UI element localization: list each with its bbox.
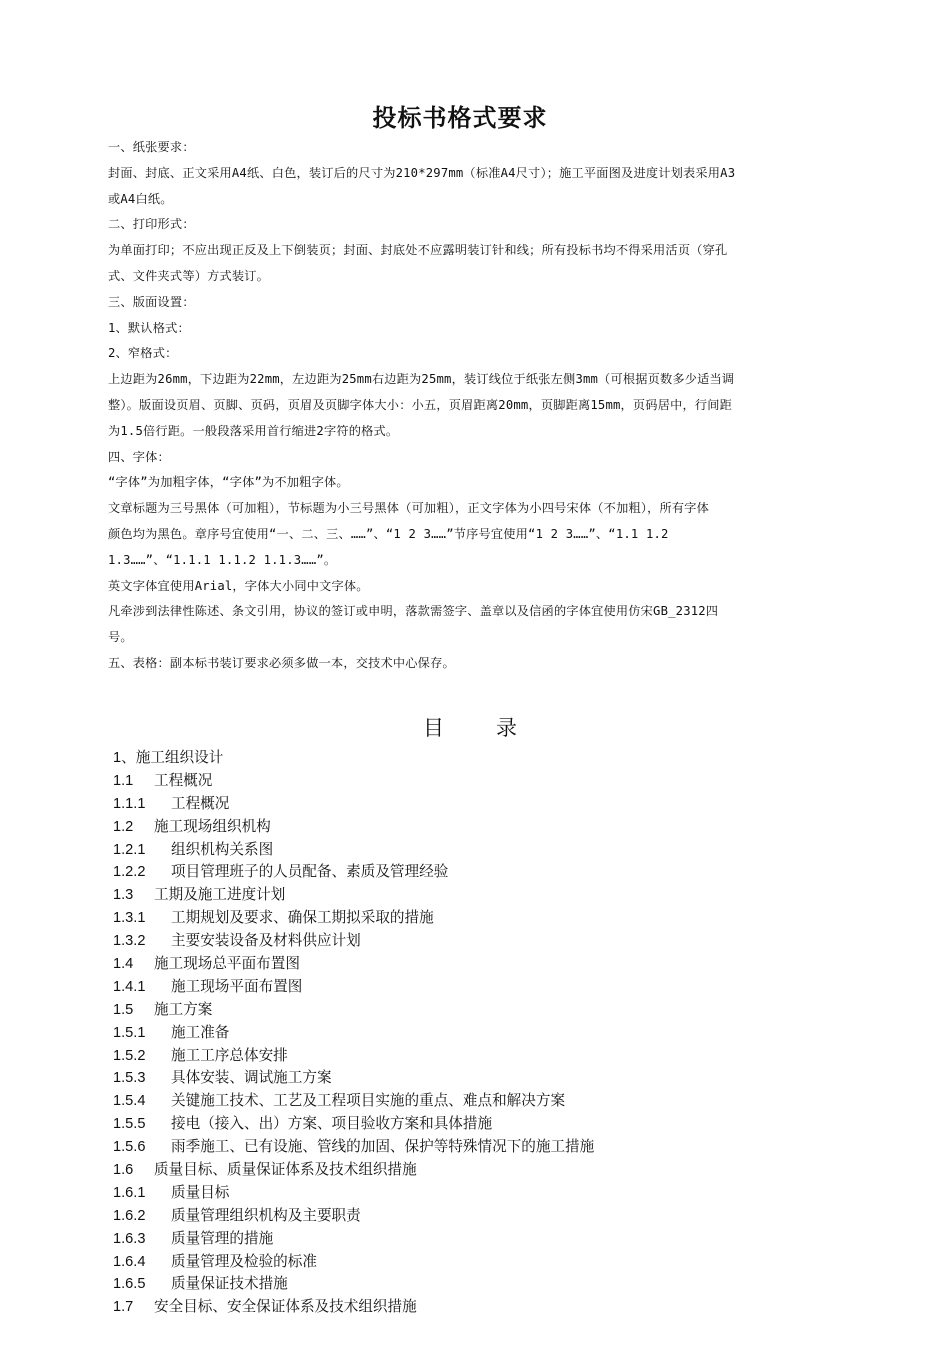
document-title: 投标书格式要求	[372, 104, 548, 132]
req-line: 为单面打印；不应出现正反及上下倒装页；封面、封底处不应露明装订针和线；所有投标书均不得采用活页（穿孔	[108, 243, 728, 258]
toc-item	[113, 1273, 833, 1296]
req-line: 三、版面设置：	[108, 294, 195, 309]
toc-item-number: 1.5.5	[113, 1116, 146, 1133]
toc-item-text: 质量管理的措施	[171, 1230, 274, 1247]
toc-item	[113, 1045, 833, 1068]
toc-item	[113, 793, 833, 816]
toc-item-number: 1.1	[113, 772, 134, 789]
toc-item	[113, 976, 833, 999]
toc-item-number: 1.5.4	[113, 1093, 146, 1110]
toc-item-number: 1.5.2	[113, 1047, 146, 1064]
toc-item	[113, 770, 833, 793]
toc-item-text: 质量目标	[171, 1184, 230, 1201]
req-line: 五、表格：副本标书装订要求必须多做一本，交技术中心保存。	[108, 655, 455, 670]
toc-item	[113, 1067, 833, 1090]
toc-item-text: 工程概况	[171, 795, 230, 812]
toc-item-text: 施工方案	[154, 1001, 213, 1018]
toc-item	[113, 1159, 833, 1182]
toc-item	[113, 953, 833, 976]
toc-item	[113, 884, 833, 907]
req-line: 2、窄格式：	[108, 346, 178, 361]
toc-item-number: 1.2	[113, 818, 134, 835]
req-line: 文章标题为三号黑体（可加粗），节标题为小三号黑体（可加粗），正文字体为小四号宋体（不加粗），所有字体	[108, 501, 710, 516]
req-line: 号。	[108, 630, 133, 645]
toc-item-text: 关键施工技术、工艺及工程项目实施的重点、难点和解决方案	[171, 1093, 566, 1110]
req-line: 英文字体宜使用Arial，字体大小同中文字体。	[108, 578, 369, 593]
toc-item	[113, 1296, 833, 1319]
toc-item-number: 1、	[113, 750, 136, 766]
toc-item-text: 项目管理班子的人员配备、素质及管理经验	[171, 864, 449, 881]
toc-item-text: 接电（接入、出）方案、项目验收方案和具体措施	[171, 1116, 493, 1133]
req-line: 1.3……”、“1.1.1 1.1.2 1.1.3……”。	[108, 552, 337, 567]
toc-item	[113, 1251, 833, 1274]
req-line: 为1.5倍行距。一般段落采用首行缩进2字符的格式。	[108, 423, 399, 438]
toc-item-text: 工期及施工进度计划	[154, 887, 286, 904]
toc-item	[113, 1205, 833, 1228]
requirements-section	[108, 135, 813, 677]
toc-item-number: 1.1.1	[113, 795, 146, 812]
req-line: 一、纸张要求：	[108, 140, 195, 154]
toc-title	[0, 712, 940, 744]
toc-title-char: 录	[496, 716, 517, 740]
req-line: 或A4白纸。	[108, 191, 173, 206]
req-line: 四、字体：	[108, 449, 170, 464]
toc-item-text: 质量管理组织机构及主要职责	[171, 1207, 361, 1224]
toc-item-number: 1.2.1	[113, 841, 146, 858]
toc-item-number: 1.4	[113, 956, 134, 973]
toc-item-text: 施工准备	[171, 1024, 230, 1041]
toc-item-text: 工程概况	[154, 772, 213, 789]
toc-item-text: 主要安装设备及材料供应计划	[171, 933, 361, 950]
toc-item-text: 组织机构关系图	[171, 841, 274, 858]
toc-item-number: 1.2.2	[113, 864, 146, 881]
toc-item-text: 质量保证技术措施	[171, 1276, 288, 1293]
toc-title-char: 目	[423, 716, 444, 740]
toc-item-number: 1.5.6	[113, 1139, 146, 1156]
toc-item	[113, 747, 833, 770]
toc-item	[113, 907, 833, 930]
toc-item-number: 1.5.1	[113, 1024, 146, 1041]
toc-item-number: 1.6.2	[113, 1207, 146, 1224]
req-line: 上边距为26mm，下边距为22mm，左边距为25mm右边距为25mm，装订线位于纸张左侧3mm（可根据页数多少适当调	[108, 372, 735, 387]
toc-item-text: 具体安装、调试施工方案	[171, 1070, 332, 1087]
req-line: 封面、封底、正文采用A4纸、白色，装订后的尺寸为210*297mm（标准A4尺寸）；施工平面图及进度计划表采用A3	[108, 165, 736, 180]
req-line: 式、文件夹式等）方式装订。	[108, 268, 270, 283]
req-line: “字体”为加粗字体，“字体”为不加粗字体。	[108, 475, 349, 490]
toc-item-number: 1.5	[113, 1001, 134, 1018]
toc-item-number: 1.6.3	[113, 1230, 146, 1247]
toc-list	[113, 747, 833, 1319]
toc-item-number: 1.6.4	[113, 1253, 146, 1270]
toc-item-text: 施工现场平面布置图	[171, 978, 303, 995]
toc-item-text: 安全目标、安全保证体系及技术组织措施	[154, 1299, 417, 1316]
req-line: 颜色均为黑色。章序号宜使用“一、二、三、……”、“1 2 3……”节序号宜使用“1 2 3……”、“1.1 1.2	[108, 526, 669, 541]
toc-item-text: 工期规划及要求、确保工期拟采取的措施	[171, 910, 434, 927]
toc-item	[113, 1182, 833, 1205]
toc-item	[113, 839, 833, 862]
req-line: 整）。版面设页眉、页脚、页码，页眉及页脚字体大小：小五，页眉距离20mm，页脚距离15mm，页码居中，行间距	[108, 397, 733, 412]
toc-item	[113, 816, 833, 839]
toc-item-text: 质量管理及检验的标准	[171, 1253, 317, 1270]
req-line: 1、默认格式：	[108, 320, 190, 335]
toc-item-number: 1.6.1	[113, 1184, 146, 1201]
toc-item	[113, 930, 833, 953]
toc-item-number: 1.4.1	[113, 978, 146, 995]
toc-item-number: 1.7	[113, 1299, 134, 1316]
toc-item-text: 质量目标、质量保证体系及技术组织措施	[154, 1162, 417, 1179]
toc-item-number: 1.3.1	[113, 910, 146, 927]
toc-item	[113, 1228, 833, 1251]
toc-item-text: 施工现场总平面布置图	[154, 956, 300, 973]
toc-item-number: 1.3	[113, 887, 134, 904]
toc-item	[113, 1022, 833, 1045]
toc-item-text: 施工组织设计	[135, 750, 224, 766]
toc-item	[113, 1136, 833, 1159]
req-line: 凡牵涉到法律性陈述、条文引用，协议的签订或申明，落款需签字、盖章以及信函的字体宜使用仿宋GB_2312四	[108, 604, 719, 619]
toc-item	[113, 861, 833, 884]
toc-item-number: 1.6	[113, 1162, 134, 1179]
toc-item-number: 1.5.3	[113, 1070, 146, 1087]
toc-item-number: 1.6.5	[113, 1276, 146, 1293]
toc-item	[113, 999, 833, 1022]
toc-item	[113, 1113, 833, 1136]
toc-item-text: 施工现场组织机构	[154, 818, 271, 835]
req-line: 二、打印形式：	[108, 217, 195, 232]
toc-item-text: 施工工序总体安排	[171, 1047, 288, 1064]
toc-item	[113, 1090, 833, 1113]
toc-item-text: 雨季施工、已有设施、管线的加固、保护等特殊情况下的施工措施	[171, 1139, 595, 1156]
toc-item-number: 1.3.2	[113, 933, 146, 950]
